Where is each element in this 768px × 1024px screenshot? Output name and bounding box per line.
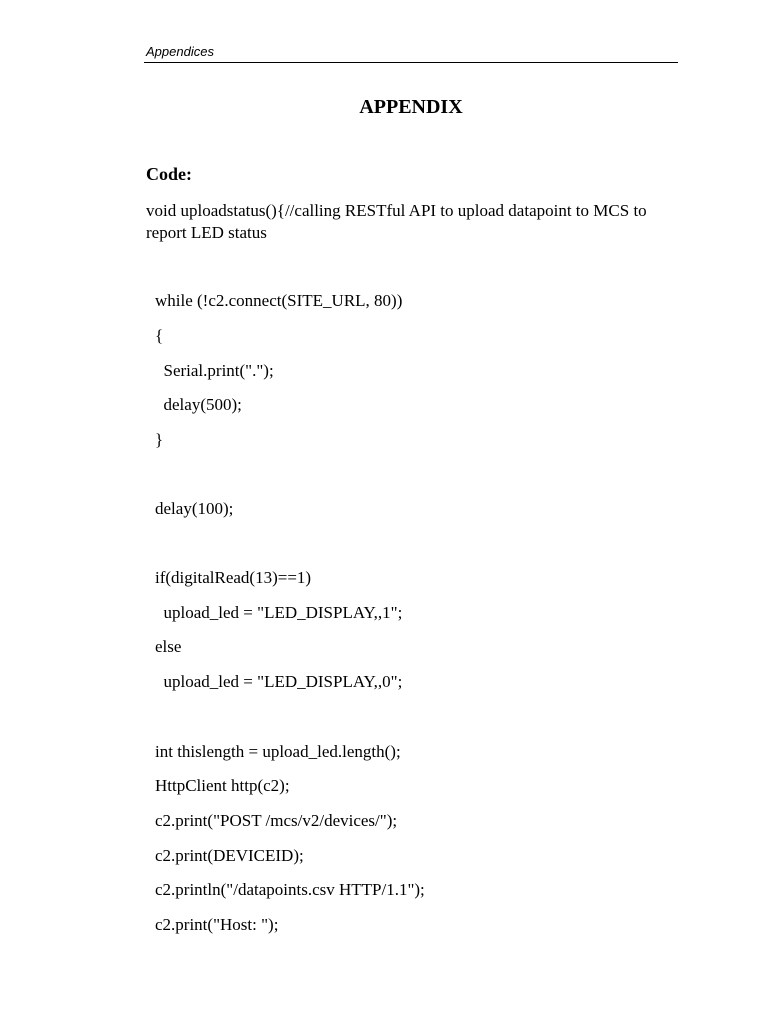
code-line: while (!c2.connect(SITE_URL, 80))	[155, 291, 403, 310]
code-line: else	[155, 637, 182, 656]
code-line: HttpClient http(c2);	[155, 776, 290, 795]
code-line: if(digitalRead(13)==1)	[155, 568, 312, 587]
code-line: delay(500);	[155, 395, 242, 414]
code-line: Serial.print(".");	[155, 361, 274, 380]
page-title: APPENDIX	[359, 96, 463, 118]
code-line: {	[155, 326, 164, 345]
intro-text: void uploadstatus(){//calling RESTful API to upload datapoint to MCS to report LED status	[146, 201, 647, 242]
running-head: Appendices	[146, 44, 214, 59]
code-line: }	[155, 430, 164, 449]
section-label: Code:	[146, 164, 192, 184]
code-line: upload_led = "LED_DISPLAY,,1";	[155, 603, 403, 622]
code-line: c2.println("/datapoints.csv HTTP/1.1");	[155, 880, 425, 899]
header-rule	[144, 62, 678, 63]
code-line: c2.print("Host: ");	[155, 915, 279, 934]
code-line: delay(100);	[155, 499, 234, 518]
code-line: int thislength = upload_led.length();	[155, 742, 401, 761]
code-line: c2.print("POST /mcs/v2/devices/");	[155, 811, 398, 830]
code-line: c2.print(DEVICEID);	[155, 846, 304, 865]
code-line: upload_led = "LED_DISPLAY,,0";	[155, 672, 403, 691]
